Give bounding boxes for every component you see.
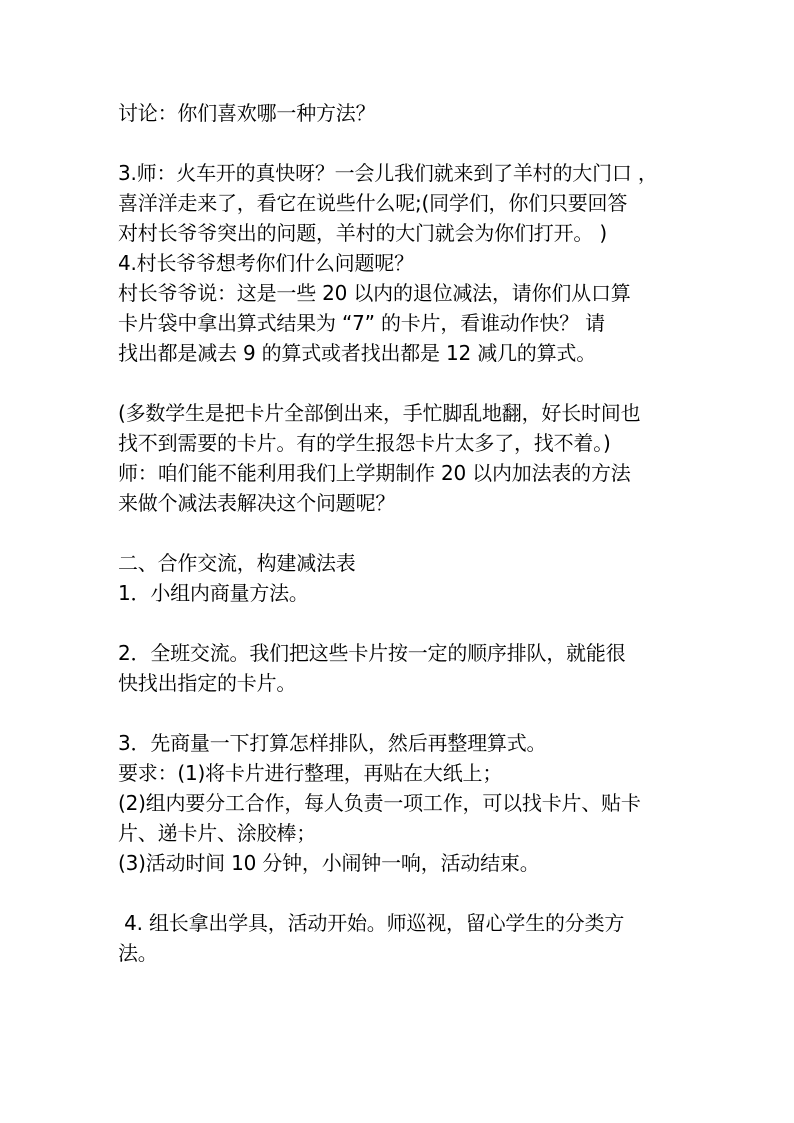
text-line: 找不到需要的卡片。有的学生报怨卡片太多了，找不着。) xyxy=(118,431,611,455)
text-line: 来做个减法表解决这个问题呢？ xyxy=(118,491,396,515)
text-line: 片、递卡片、涂胶棒； xyxy=(118,821,316,845)
text-line: 快找出指定的卡片。 xyxy=(118,671,297,695)
blank-line xyxy=(118,608,683,638)
section-heading: 二、合作交流，构建减法表 xyxy=(118,551,356,575)
text-line: 找出都是减去 9 的算式或者找出都是 12 减几的算式。 xyxy=(118,341,597,365)
document-body xyxy=(118,98,683,968)
blank-line xyxy=(118,518,683,548)
text-line: 3．先商量一下打算怎样排队，然后再整理算式。 xyxy=(118,731,547,755)
text-line: 要求：(1)将卡片进行整理，再贴在大纸上； xyxy=(118,761,503,785)
text-line: 村长爷爷说：这是一些 20 以内的退位减法，请你们从口算 xyxy=(118,281,631,305)
text-line: 师：咱们能不能利用我们上学期制作 20 以内加法表的方法 xyxy=(118,461,631,485)
text-line: 喜洋洋走来了，看它在说些什么呢;(同学们，你们只要回答 xyxy=(118,191,628,215)
text-line: 3.师：火车开的真快呀？一会儿我们就来到了羊村的大门口 ， xyxy=(118,161,658,185)
text-line: (2)组内要分工合作，每人负责一项工作，可以找卡片、贴卡 xyxy=(118,791,641,815)
text-line: (3)活动时间 10 分钟，小闹钟一响，活动结束。 xyxy=(118,851,540,875)
text-line: 卡片袋中拿出算式结果为 “7” 的卡片，看谁动作快？ 请 xyxy=(118,311,605,335)
blank-line xyxy=(118,878,683,908)
blank-line xyxy=(118,698,683,728)
text-line: 4.村长爷爷想考你们什么问题呢？ xyxy=(118,251,414,275)
blank-line xyxy=(118,128,683,158)
text-line: 法。 xyxy=(118,941,158,965)
text-line: (多数学生是把卡片全部倒出来，手忙脚乱地翻，好长时间也 xyxy=(118,401,641,425)
text-line: 1．小组内商量方法。 xyxy=(118,581,309,605)
text-line: 2．全班交流。我们把这些卡片按一定的顺序排队，就能很 xyxy=(118,641,626,665)
text-line: 对村长爷爷突出的问题，羊村的大门就会为你们打开。 ) xyxy=(118,221,607,245)
text-line: 4. 组长拿出学具，活动开始。师巡视，留心学生的分类方 xyxy=(118,911,625,935)
blank-line xyxy=(118,368,683,398)
text-line: 讨论：你们喜欢哪一种方法？ xyxy=(118,101,376,125)
